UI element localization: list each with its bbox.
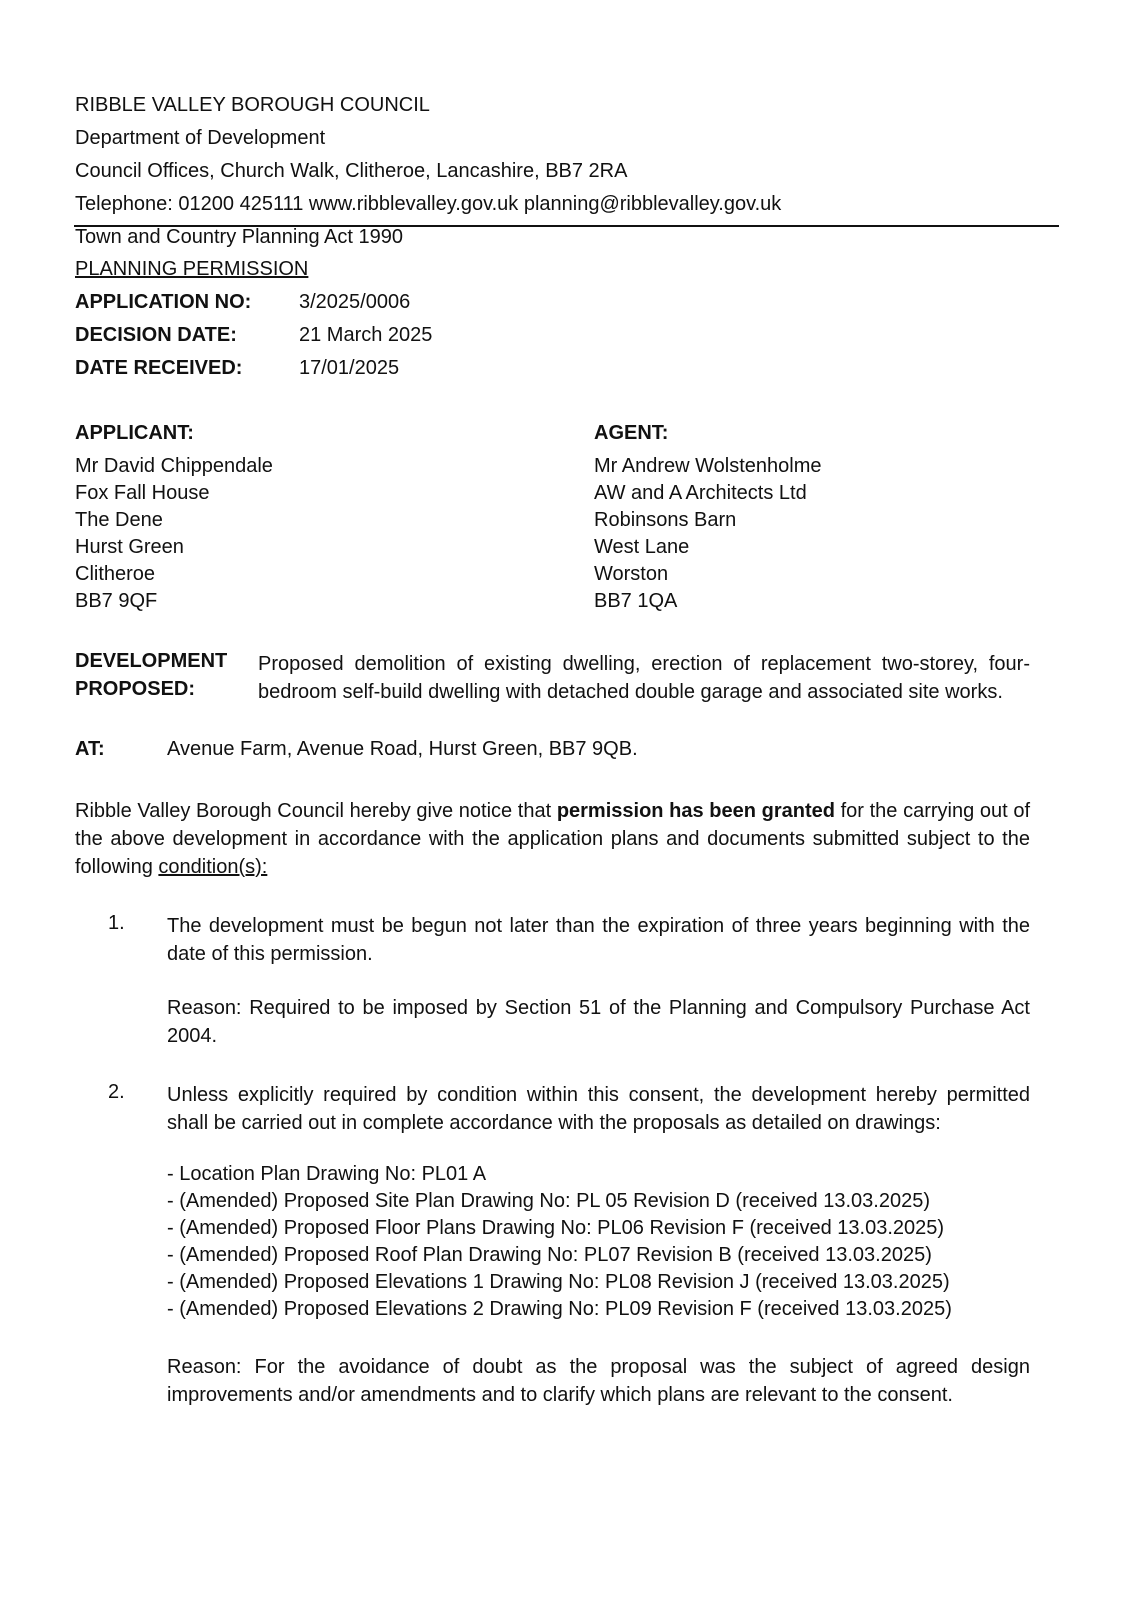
date-received-value: 17/01/2025 xyxy=(299,357,400,379)
applicant-line: Fox Fall House xyxy=(75,482,210,504)
condition-reason: Reason: Required to be imposed by Section 51 of the Planning and Compulsory Purchase Act 2004. xyxy=(167,997,1030,1047)
notice-text-conditions: condition(s): xyxy=(158,856,268,878)
agent-line: West Lane xyxy=(594,536,690,558)
drawing-list-item: - Location Plan Drawing No: PL01 A xyxy=(167,1163,487,1185)
application-no-value: 3/2025/0006 xyxy=(299,291,411,313)
applicant-label: APPLICANT: xyxy=(75,422,194,444)
site-address: Avenue Farm, Avenue Road, Hurst Green, BB7 9QB. xyxy=(167,738,638,760)
condition-text: The development must be begun not later than the expiration of three years beginning with the date of this permission. xyxy=(167,915,1030,965)
drawing-list-item: - (Amended) Proposed Elevations 1 Drawing No: PL08 Revision J (received 13.03.2025) xyxy=(167,1271,950,1293)
notice-text-bold: permission has been granted xyxy=(556,800,835,822)
development-description: Proposed demolition of existing dwelling, erection of replacement two-storey, four-bedroom self-build dwelling with detached double garage and associated site works. xyxy=(258,653,1030,703)
drawing-list-item: - (Amended) Proposed Elevations 2 Drawing No: PL09 Revision F (received 13.03.2025) xyxy=(167,1298,952,1320)
applicant-line: Hurst Green xyxy=(75,536,184,558)
agent-line: AW and A Architects Ltd xyxy=(594,482,807,504)
application-no-label: APPLICATION NO: xyxy=(75,291,252,313)
applicant-line: Mr David Chippendale xyxy=(75,455,273,477)
agent-line: Worston xyxy=(594,563,669,585)
applicant-line: Clitheroe xyxy=(75,563,156,585)
condition-number: 2. xyxy=(108,1081,125,1103)
agent-label: AGENT: xyxy=(594,422,669,444)
agent-line: Mr Andrew Wolstenholme xyxy=(594,455,822,477)
notice-text-before: Ribble Valley Borough Council hereby give notice that xyxy=(75,800,557,822)
notice-text-after: for the carrying out of the above development in accordance with the application plans and documents submitted subject to the following xyxy=(75,800,1030,878)
agent-line: BB7 1QA xyxy=(594,590,678,612)
condition-text: Unless explicitly required by condition within this consent, the development hereby permitted shall be carried out in complete accordance with the proposals as detailed on drawings: xyxy=(167,1084,1030,1134)
site-label: AT: xyxy=(75,738,105,760)
agent-line: Robinsons Barn xyxy=(594,509,737,531)
permission-title: PLANNING PERMISSION xyxy=(75,258,309,280)
council-address: Council Offices, Church Walk, Clitheroe, Lancashire, BB7 2RA xyxy=(75,160,628,182)
act-title: Town and Country Planning Act 1990 xyxy=(75,226,403,248)
drawing-list-item: - (Amended) Proposed Site Plan Drawing No: PL 05 Revision D (received 13.03.2025) xyxy=(167,1190,930,1212)
council-department: Department of Development xyxy=(75,127,326,149)
condition-number: 1. xyxy=(108,912,125,934)
decision-date-label: DECISION DATE: xyxy=(75,324,237,346)
decision-date-value: 21 March 2025 xyxy=(299,324,433,346)
date-received-label: DATE RECEIVED: xyxy=(75,357,243,379)
notice-paragraph xyxy=(75,797,1030,881)
council-name: RIBBLE VALLEY BOROUGH COUNCIL xyxy=(75,94,430,116)
applicant-line: BB7 9QF xyxy=(75,590,158,612)
development-label-line1: DEVELOPMENT xyxy=(75,650,228,672)
applicant-line: The Dene xyxy=(75,509,163,531)
council-contact: Telephone: 01200 425111 www.ribblevalley.gov.uk planning@ribblevalley.gov.uk xyxy=(75,193,782,215)
drawing-list-item: - (Amended) Proposed Roof Plan Drawing No: PL07 Revision B (received 13.03.2025) xyxy=(167,1244,932,1266)
development-label-line2: PROPOSED: xyxy=(75,678,196,700)
condition-reason: Reason: For the avoidance of doubt as the proposal was the subject of agreed design improvements and/or amendments and to clarify which plans are relevant to the consent. xyxy=(167,1356,1030,1406)
drawing-list-item: - (Amended) Proposed Floor Plans Drawing No: PL06 Revision F (received 13.03.2025) xyxy=(167,1217,945,1239)
